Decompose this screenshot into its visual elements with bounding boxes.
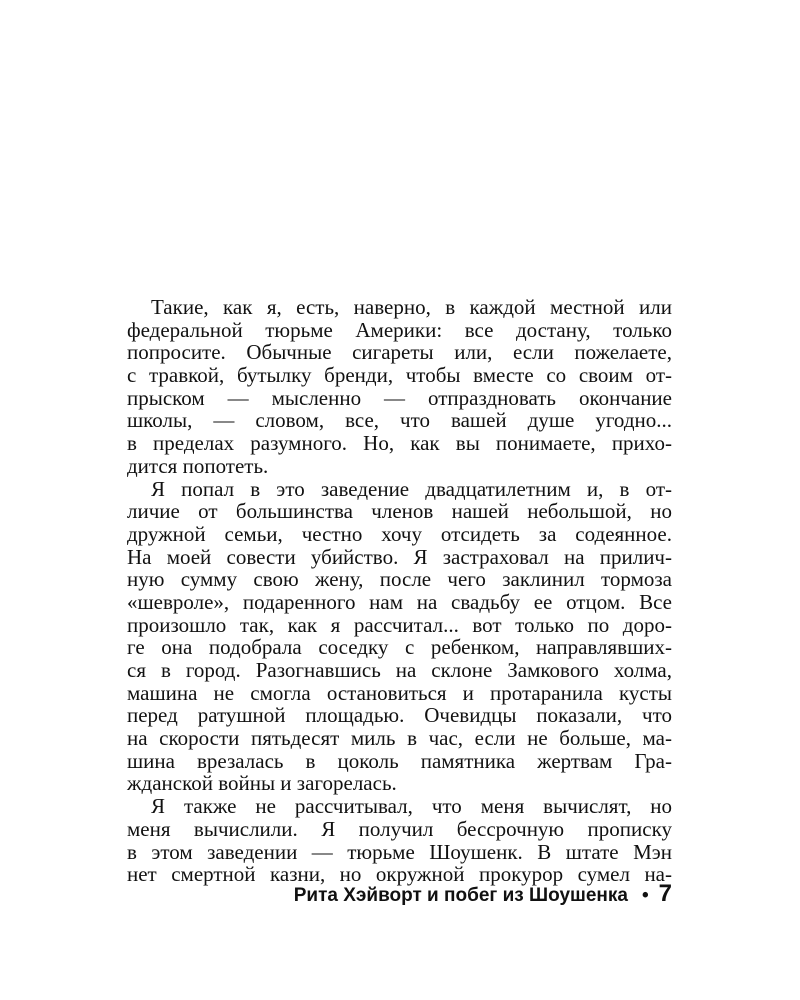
text-line: в пределах разумного. Но, как вы понимаете, прихо- [127,431,672,456]
text-line: дружной семьи, честно хочу отсидеть за содеянное. [127,521,672,546]
text-line: меня вычислили. Я получил бессрочную прописку [127,816,672,841]
text-line: нет смертной казни, но окружной прокурор сумел на- [127,862,672,887]
text-line: произошло так, как я рассчитал... вот только по доро- [127,612,672,637]
text-line: шина врезалась в цоколь памятника жертвам Гра- [127,748,672,773]
text-line: Я попал в это заведение двадцатилетним и, в от- [151,476,672,501]
text-line: машина не смогла остановиться и протаранила кусты [127,680,672,705]
running-title: Рита Хэйворт и побег из Шоушенка [293,885,628,906]
text-line: с травкой, бутылку бренди, чтобы вместе со своим от- [127,363,672,388]
text-line: ную сумму свою жену, после чего заклинил тормоза [127,567,672,592]
body-text [127,296,672,886]
bullet-separator: • [641,885,649,906]
text-line: На моей совести убийство. Я застраховал на прилич- [127,544,672,569]
text-line: федеральной тюрьме Америки: все достану, только [127,317,672,342]
text-line: школы, — словом, все, что вашей душе угодно... [127,408,672,433]
text-line: ге она подобрала соседку с ребенком, направлявших- [127,635,672,660]
text-line: на скорости пятьдесят миль в час, если не больше, ма- [127,726,672,751]
text-line: Я также не рассчитывал, что меня вычислят, но [151,794,672,819]
running-footer [231,880,672,908]
text-line: попросите. Обычные сигареты или, если пожелаете, [127,340,672,365]
text-line: личие от большинства членов нашей небольшой, но [127,499,672,524]
text-line: жданской войны и загорелась. [127,771,397,796]
text-line: прыском — мысленно — отпраздновать окончание [127,385,672,410]
text-line: ся в город. Разогнавшись на склоне Замкового холма, [127,658,672,682]
text-line: в этом заведении — тюрьме Шоушенк. В штате Мэн [127,839,672,864]
text-line: «шевроле», подаренного нам на свадьбу ее отцом. Все [127,589,672,614]
text-line: Такие, как я, есть, наверно, в каждой местной или [151,295,672,319]
page-number: 7 [658,880,672,907]
text-line: перед ратушной площадью. Очевидцы показали, что [127,703,672,728]
text-line: дится попотеть. [127,453,269,478]
